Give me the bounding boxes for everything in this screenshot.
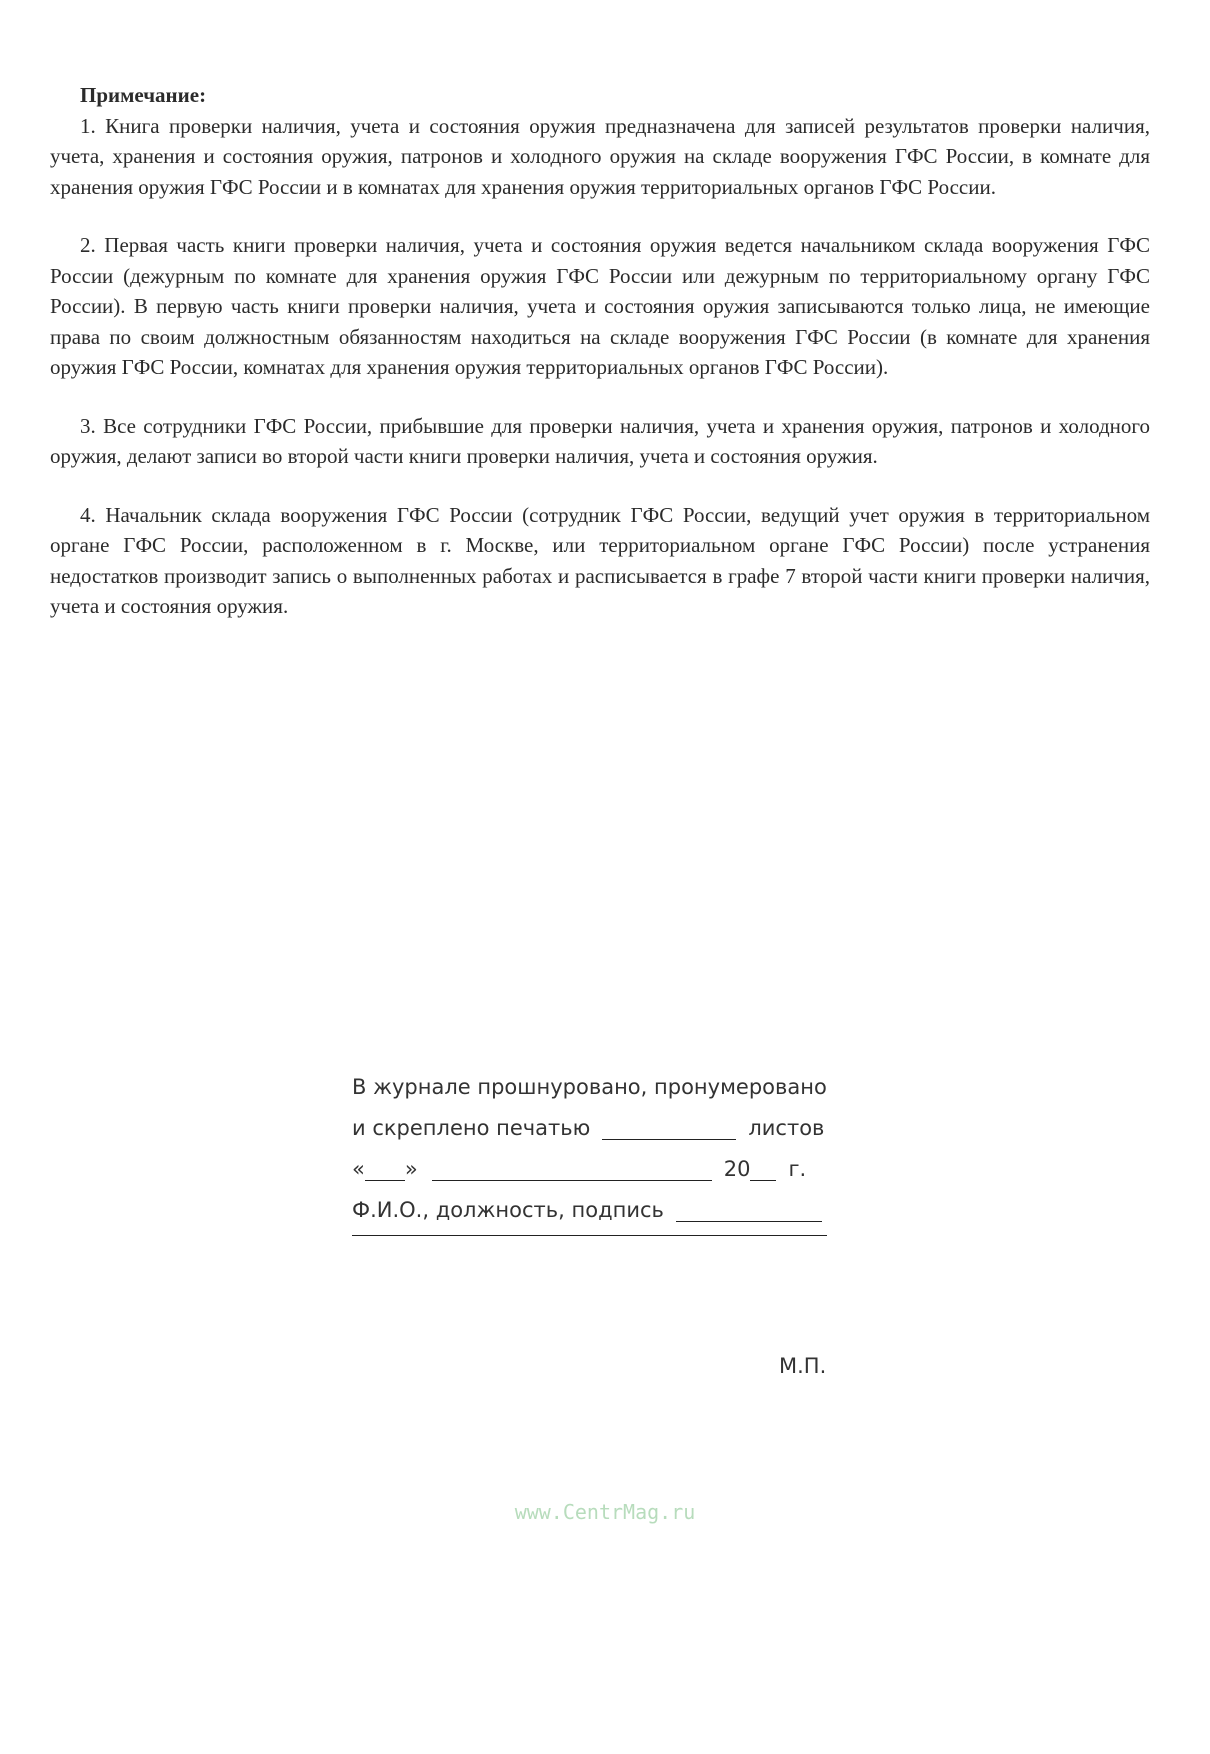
sheets-label: листов (748, 1116, 825, 1140)
day-blank (365, 1156, 405, 1181)
notes-title: Примечание: (80, 83, 207, 107)
watermark: www.CentrMag.ru (514, 1500, 696, 1524)
signature-label: Ф.И.О., должность, подпись (352, 1198, 664, 1222)
certification-text-1: В журнале прошнуровано, пронумеровано (352, 1075, 827, 1099)
note-item-1: 1. Книга проверки наличия, учета и состояния оружия предназначена для записей результатов проверки наличия, учета, хранения и состояния оружия, патронов и холодного оружия на складе вооружения ГФС России, в комнате для хранения оружия ГФС России и в комнатах для хранения оружия территориальных органов ГФС России. (50, 113, 1150, 199)
certification-text-2: и скреплено печатью (352, 1116, 591, 1140)
open-quote: « (352, 1157, 365, 1181)
note-item-3: 3. Все сотрудники ГФС России, прибывшие для проверки наличия, учета и хранения оружия, патронов и холодного оружия, делают записи во второй части книги проверки наличия, учета и состояния оружия. (50, 413, 1150, 468)
certification-line-3 (352, 1140, 827, 1181)
certification-line-2 (352, 1099, 827, 1140)
certification-block (352, 1058, 827, 1236)
certification-line-1 (352, 1058, 827, 1099)
month-blank (432, 1156, 712, 1181)
notes-section (50, 80, 1150, 650)
certification-line-4 (352, 1181, 827, 1222)
year-prefix: 20 (723, 1157, 751, 1181)
note-item-2: 2. Первая часть книги проверки наличия, учета и состояния оружия ведется начальником склада вооружения ГФС России (дежурным по комнате для хранения оружия ГФС России или дежурным по территориальному органу ГФС России). В первую часть книги проверки наличия, учета и состояния оружия записываются только лица, не имеющие права по своим должностным обязанностям находиться на складе вооружения ГФС России (в комнате для хранения оружия ГФС России, комнатах для хранения оружия территориальных органов ГФС России). (50, 233, 1150, 379)
sheet-count-blank (602, 1115, 736, 1140)
signature-full-line (352, 1234, 827, 1236)
year-suffix: г. (788, 1157, 807, 1181)
year-blank (750, 1156, 776, 1181)
signature-blank (676, 1197, 822, 1222)
stamp-label: М.П. (779, 1354, 827, 1378)
note-item-4: 4. Начальник склада вооружения ГФС России (сотрудник ГФС России, ведущий учет оружия в территориальном органе ГФС России, расположенном в г. Москве, или территориальном органе ГФС России) после устранения недостатков производит запись о выполненных работах и расписывается в графе 7 второй части книги проверки наличия, учета и состояния оружия. (50, 502, 1150, 618)
close-quote: » (404, 1157, 418, 1181)
